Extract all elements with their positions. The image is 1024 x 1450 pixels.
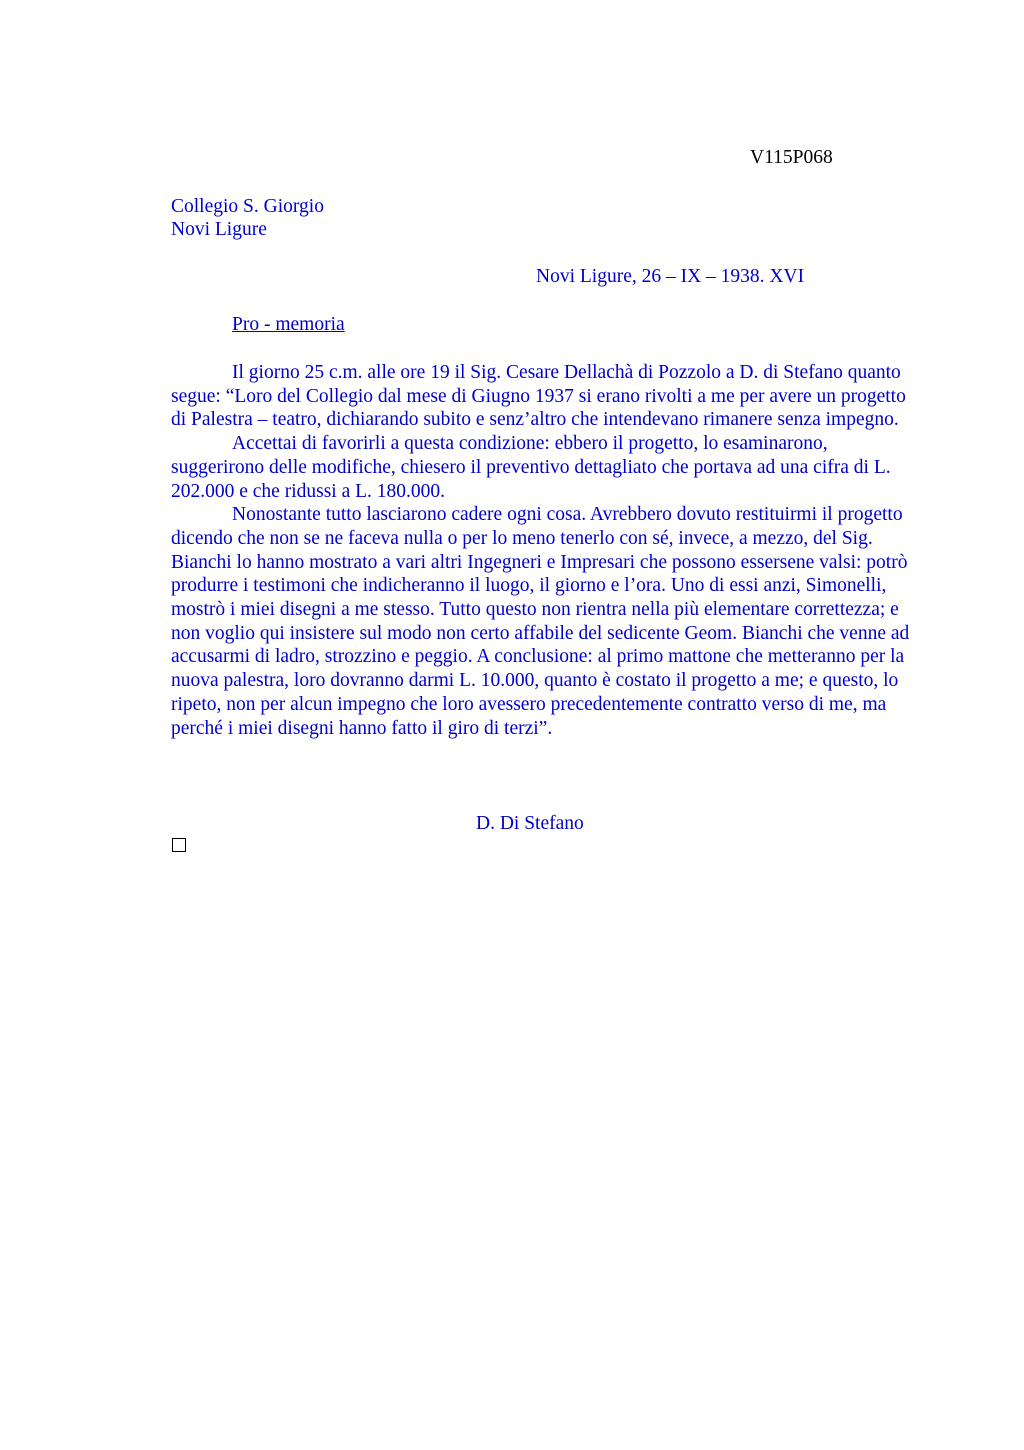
date-line: Novi Ligure, 26 – IX – 1938. XVI — [536, 266, 805, 287]
document-title: Pro - memoria — [232, 314, 345, 335]
letter-body — [171, 361, 923, 740]
sender-line-institution: Collegio S. Giorgio — [171, 196, 324, 217]
body-paragraph: Nonostante tutto lasciarono cadere ogni cosa. Avrebbero dovuto restituirmi il progetto dicendo che non se ne faceva nulla o per lo meno tenerlo con sé, invece, a mezzo, del Sig. Bianchi lo hanno mostrato a vari altri Ingegneri e Impresari che possono essersene valsi: potrò produrre i testimoni che indicheranno il luogo, il giorno e l’ora. Uno di essi anzi, Simonelli, mostrò i miei disegni a me stesso. Tutto questo non rientra nella più elementare correttezza; e non voglio qui insistere sul modo non certo affabile del sedicente Geom. Bianchi che venne ad accusarmi di ladro, strozzino e peggio. A conclusione: al primo mattone che metteranno per la nuova palestra, loro dovranno darmi L. 10.000, quanto è costato il progetto a me; e questo, lo ripeto, non per alcun impegno che loro avessero precedentemente contratto verso di me, ma perché i miei disegni hanno fatto il giro di terzi”. — [171, 504, 910, 739]
checkbox-square-icon — [172, 838, 186, 852]
body-paragraph: Accettai di favorirli a questa condizione: ebbero il progetto, lo esaminarono, suggerirono delle modifiche, chiesero il preventivo dettagliato che portava ad una cifra di L. 202.000 e che ridussi a L. 180.000. — [171, 433, 891, 502]
body-paragraph: Il giorno 25 c.m. alle ore 19 il Sig. Cesare Dellachà di Pozzolo a D. di Stefano quanto segue: “Loro del Collegio dal mese di Giugno 1937 si erano rivolti a me per avere un progetto di Palestra – teatro, dichiarando subito e senz’altro che intendevano rimanere senza impegno. — [171, 362, 906, 431]
sender-line-city: Novi Ligure — [171, 219, 267, 240]
signature: D. Di Stefano — [476, 813, 584, 834]
document-reference-code: V115P068 — [750, 147, 833, 168]
sender-block — [171, 195, 324, 241]
